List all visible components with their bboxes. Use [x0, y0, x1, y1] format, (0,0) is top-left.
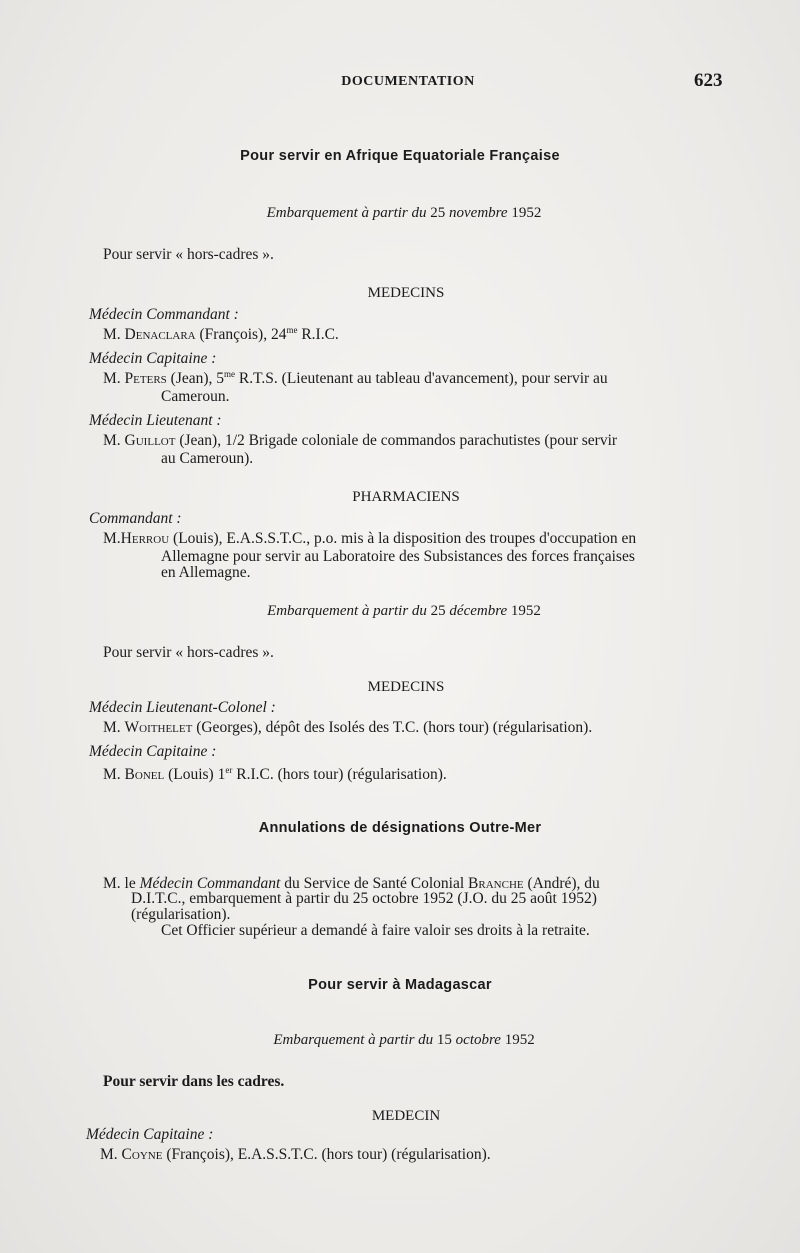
section-heading-annulations: Annulations de désignations Outre-Mer	[258, 820, 542, 836]
officer-name: Peters	[124, 370, 167, 387]
entry-peters-continuation: Cameroun.	[161, 388, 230, 405]
officer-name: Bonel	[124, 766, 165, 783]
entry-bonel	[103, 765, 723, 784]
entry-guillot	[103, 431, 723, 450]
entry-herrou-continuation-1: Allemagne pour servir au Laboratoire des Subsistances des forces françaises	[161, 548, 635, 565]
entry-prefix: M.	[103, 766, 121, 783]
entry-text: (François), 24	[199, 326, 287, 343]
entry-tail: R.I.C. (hors tour) (régularisation).	[236, 766, 447, 783]
embark-prefix: Embarquement à partir du	[267, 603, 427, 619]
embark-prefix: Embarquement à partir du	[273, 1032, 434, 1048]
annulation-line-3: (régularisation).	[131, 906, 231, 923]
embark-year: 1952	[504, 1032, 535, 1048]
entry-text: du Service de Santé Colonial	[284, 875, 465, 892]
section-heading-madagascar: Pour servir à Madagascar	[308, 977, 492, 993]
entry-text: (Georges), dépôt des Isolés des T.C. (hors tour) (régularisation).	[196, 719, 593, 736]
officer-name: Guillot	[124, 432, 176, 449]
entry-text: (François), E.A.S.S.T.C. (hors tour) (régularisation).	[166, 1146, 491, 1163]
hors-cadres-line-1: Pour servir « hors-cadres ».	[103, 246, 274, 263]
annulation-line-4: Cet Officier supérieur a demandé à faire valoir ses droits à la retraite.	[161, 922, 590, 939]
entry-text: (Louis) 1	[168, 766, 226, 783]
entry-denaclara	[103, 325, 723, 344]
entry-peters	[103, 369, 723, 388]
rank-medecin-lieutenant: Médecin Lieutenant :	[89, 412, 222, 429]
rank-medecin-commandant: Médecin Commandant :	[89, 306, 239, 323]
rank-medecin-capitaine-2: Médecin Capitaine :	[89, 743, 217, 760]
entry-text: (Jean), 1/2 Brigade coloniale de commandos parachutistes (pour servir	[179, 432, 618, 449]
rank-medecin-capitaine-1: Médecin Capitaine :	[89, 350, 217, 367]
superscript: me	[286, 325, 298, 335]
entry-tail: R.T.S. (Lieutenant au tableau d'avancement), pour servir au	[238, 370, 608, 387]
embark-day: 25	[430, 205, 446, 221]
officer-name: Coyne	[121, 1146, 163, 1163]
rank-commandant: Commandant :	[89, 510, 182, 527]
embarkation-line-2	[0, 603, 800, 620]
entry-prefix: M.	[103, 432, 121, 449]
section-title-medecins-2: MEDECINS	[367, 679, 445, 695]
embark-year: 1952	[511, 205, 542, 221]
entry-text: (Jean), 5	[170, 370, 225, 387]
officer-rank: Médecin Commandant	[139, 875, 281, 892]
entry-guillot-continuation: au Cameroun).	[161, 450, 254, 467]
section-heading-aef: Pour servir en Afrique Equatoriale Française	[240, 148, 560, 164]
embarkation-line-3	[0, 1032, 800, 1049]
officer-name: Herrou	[120, 530, 170, 547]
entry-prefix: M.	[103, 530, 121, 547]
entry-tail: R.I.C.	[301, 326, 339, 343]
embark-year: 1952	[510, 603, 541, 619]
entry-herrou	[103, 529, 723, 548]
entry-prefix: M.	[103, 719, 121, 736]
officer-name: Branche	[468, 875, 524, 892]
hors-cadres-line-2: Pour servir « hors-cadres ».	[103, 644, 274, 661]
entry-prefix: M.	[100, 1146, 118, 1163]
embark-month: novembre	[449, 205, 508, 221]
entry-coyne	[100, 1145, 720, 1164]
entry-text: (Louis), E.A.S.S.T.C., p.o. mis à la disposition des troupes d'occupation en	[173, 530, 637, 547]
section-title-medecin: MEDECIN	[371, 1108, 441, 1124]
embark-prefix: Embarquement à partir du	[266, 205, 427, 221]
embark-day: 15	[436, 1032, 452, 1048]
embarkation-line-1	[0, 205, 800, 222]
page-number: 623	[694, 70, 723, 91]
superscript: er	[225, 765, 233, 775]
rank-medecin-capitaine-3: Médecin Capitaine :	[86, 1126, 214, 1143]
embark-month: décembre	[449, 603, 508, 619]
entry-woithelet	[103, 718, 723, 737]
officer-name: Denaclara	[124, 326, 196, 343]
running-title: DOCUMENTATION	[341, 74, 475, 89]
cadres-line: Pour servir dans les cadres.	[103, 1073, 285, 1090]
rank-medecin-lieutenant-colonel: Médecin Lieutenant-Colonel :	[89, 699, 276, 716]
entry-prefix: M.	[103, 326, 121, 343]
section-title-pharmaciens: PHARMACIENS	[352, 489, 460, 505]
section-title-medecins-1: MEDECINS	[367, 285, 445, 301]
entry-herrou-continuation-2: en Allemagne.	[161, 564, 251, 581]
officer-name: Woithelet	[124, 719, 193, 736]
entry-prefix: M. le	[103, 875, 136, 892]
entry-tail: (André), du	[527, 875, 600, 892]
annulation-line-2: D.I.T.C., embarquement à partir du 25 octobre 1952 (J.O. du 25 août 1952)	[131, 890, 597, 907]
superscript: me	[224, 369, 236, 379]
embark-month: octobre	[455, 1032, 501, 1048]
embark-day: 25	[430, 603, 446, 619]
entry-prefix: M.	[103, 370, 121, 387]
